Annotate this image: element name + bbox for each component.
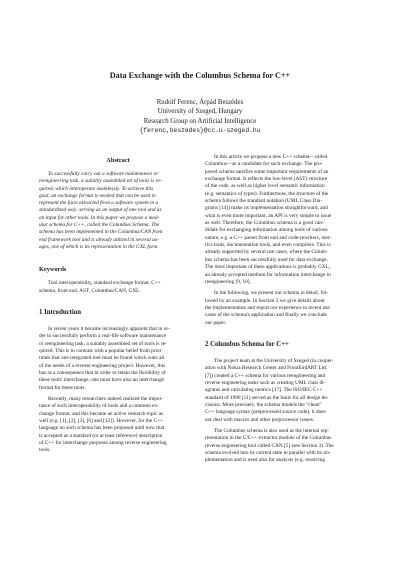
abstract-line: represent the facts extracted from a software system in a	[39, 200, 159, 207]
body-line: (e.g. semantics of types). Furthermore, the structure of the	[205, 190, 329, 197]
body-line: resentation in the C/C++ extractor module of the Columbus	[205, 435, 332, 442]
body-line: Columbus—as a candidate for such exchange. The pro-	[205, 161, 323, 168]
right-column	[205, 154, 363, 465]
author-block	[60, 98, 340, 135]
body-line: quired. This is in contrast with a popular belief from prior	[39, 347, 162, 354]
keywords-text	[39, 280, 197, 295]
body-line: exchange format. It reflects the low-level (AST) structure	[205, 176, 328, 183]
body-line: already supported by several use cases, where the Colum-	[205, 249, 328, 256]
body-line: posed schema satisfies some important requirements of an	[205, 168, 329, 175]
abstract-text	[39, 171, 197, 251]
body-line: In this article we propose a new C++ schema—called	[214, 154, 328, 160]
body-line: times that one integrated tool must be found which suits all	[39, 355, 165, 362]
body-line: In the following, we present our schema in detail, fol-	[214, 290, 328, 297]
body-line: of the code, as well as higher level semantic information	[205, 183, 325, 190]
body-line: well (e.g. [1], [2], [3], [6] and [12]). However, for the C++	[39, 418, 164, 425]
body-line: tools.	[39, 447, 51, 454]
body-line: tance of such interoperability of tools and a common ex-	[39, 403, 159, 410]
intro-continued-text	[205, 154, 363, 327]
body-line: reengineering [9, 10].	[205, 278, 251, 285]
body-line: these tools' interchange, one must have also an interchange	[39, 377, 164, 384]
body-line: format for these tools.	[39, 384, 86, 391]
body-line: change format, and this became an active research topic as	[39, 410, 164, 417]
body-line: grams [14]) make its implementation straightforward, and	[205, 205, 328, 212]
body-line: bus schema has been successfully used for data exchange.	[205, 256, 328, 263]
body-line: C++ language syntax (preprocessed source code), it does	[205, 409, 326, 416]
body-line: lowed by an example. In Section 3 we give details about	[205, 297, 325, 304]
body-line: an already accepted medium for information interchange in	[205, 271, 331, 278]
body-line: didate for exchanging information among tools of various	[205, 227, 328, 234]
body-line: our paper.	[205, 319, 227, 326]
paper-title: Data Exchange with the Columbus Schema for C++	[109, 71, 291, 80]
body-line: In recent years it became increasingly apparent that in or-	[48, 325, 170, 332]
abstract-heading: Abstract	[106, 157, 130, 164]
body-line: agrams and calculating metrics [17]. The ISO/IEC C++	[205, 387, 323, 394]
abstract-line: end framework tool and is already utilized in several us-	[39, 236, 159, 243]
body-line: has as a consequence that in order to retain the flexibility of	[39, 370, 166, 377]
keywords-heading: Keywords	[39, 266, 67, 274]
body-line: schema follows the standard notation (UML Class Dia-	[205, 198, 323, 205]
body-line: plementation and is used also for analysis (e.g. resolving	[205, 457, 326, 464]
body-line: nature, e.g. a C++ parser front end and code-rewriters, met-	[205, 234, 332, 241]
author-group: Research Group on Artificial Intelligence	[143, 117, 257, 125]
abstract-line: quired, which interoperate seamlessly. To achieve this	[39, 185, 154, 192]
section2-text	[205, 358, 363, 465]
abstract-line: ular schema for C++, called the Columbus Schema. The	[39, 222, 160, 229]
body-line: as well. Therefore, the Columbus schema is a good can-	[205, 220, 324, 227]
abstract-line: schema has been implemented in the Columbus/CAN front	[39, 229, 163, 236]
body-line: [7]) created a C++ schema for various reengineering and	[205, 372, 326, 379]
section-heading-introduction: 1 Introduction	[39, 308, 81, 316]
body-line: the implementation and report our experience in recent use	[205, 304, 330, 311]
introduction-text	[39, 326, 197, 455]
section-heading-columbus-schema: 2 Columbus Schema for C++	[205, 340, 289, 348]
body-line: The most important of these applications is probably GXL,	[205, 264, 331, 271]
abstract-line: ages, one of which is its representation in the GXL form.	[39, 243, 159, 250]
body-line: what is even more important, an API is very simple to issue	[205, 212, 332, 219]
keywords-line: schema, front end, AST, Columbus/CAN, GXL.	[39, 287, 141, 294]
body-line: The Columbus schema is also used as the internal rep-	[214, 428, 330, 434]
body-line: The project team at the University of Szeged (in cooper-	[214, 357, 334, 364]
body-line: reverse engineering tool called CAN [5] (see Section 3). The	[205, 442, 334, 449]
body-line: der to successfully perform a real-life software maintenance	[39, 333, 167, 340]
author-affiliation: University of Szeged, Hungary	[157, 108, 243, 116]
author-names: Rudolf Ferenc, Árpád Beszédes	[156, 99, 244, 106]
body-line: schema evolved into its current state in parallel with its im-	[205, 450, 331, 457]
body-line: cases of the schema's application and finally we conclude	[205, 312, 327, 319]
body-line: language no such schema has been proposed until now that	[39, 425, 165, 432]
body-line: is accepted as a standard (or at least reference) description	[39, 432, 163, 439]
body-line: not deal with macros and other preprocessor issues.	[205, 416, 315, 423]
body-line: standard of 1998 [11] served as the basis for all design de-	[205, 394, 329, 401]
body-line: or reengineering task, a suitably assembled set of tools is re-	[39, 340, 167, 347]
body-line: rics tools, documentation tools, and even compilers. This is	[205, 242, 331, 249]
abstract-line: reengineering task, a suitably assembled set of tools is re-	[39, 178, 162, 185]
body-line: Recently, many researchers indeed realized the impor-	[48, 396, 163, 403]
keywords-line: Tool interoperability, standard exchange format, C++	[48, 280, 161, 287]
author-email: {ferenc,beszedes}@cc.u-szeged.hu	[139, 126, 261, 134]
abstract-line: goal, an exchange format is needed that can be used to	[39, 192, 156, 199]
body-line: of C++ for interchange purposes among reverse engineering	[39, 440, 167, 447]
body-line: cisions. More precisely, the schema models the "clean"	[205, 401, 322, 408]
body-line: of the needs of a reverse engineering project. However, this	[39, 362, 166, 369]
abstract-line: standardized way; serving as an output of one tool and as	[39, 207, 162, 214]
abstract-line: To successfully carry out a software maintenance or	[48, 171, 159, 177]
body-line: reverse engineering tasks such as creating UML class di-	[205, 379, 326, 386]
left-column	[39, 157, 197, 455]
abstract-line: an input for other tools. In this paper we propose a mod-	[39, 214, 160, 221]
body-line: ation with Nokia Research Center and FrontEndART Ltd.	[205, 365, 328, 372]
